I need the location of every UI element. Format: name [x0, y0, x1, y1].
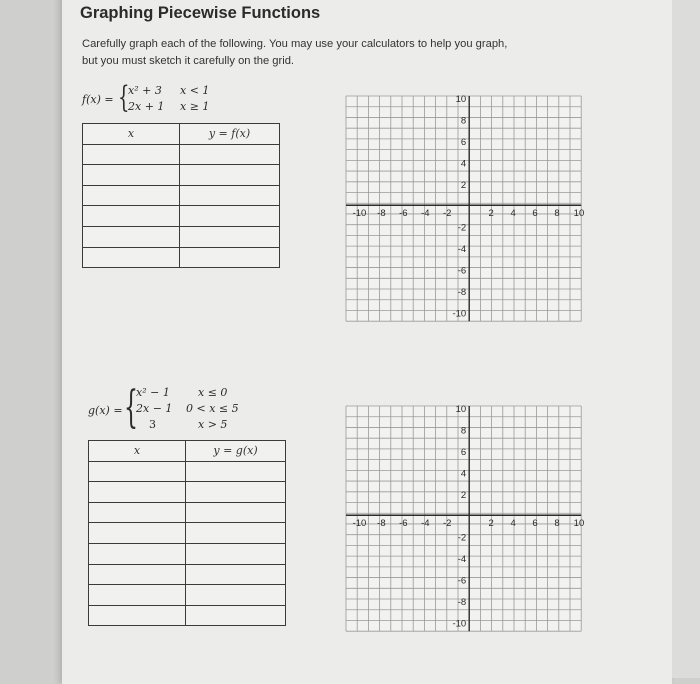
table-cell[interactable]	[186, 543, 286, 564]
instructions-line-2: but you must sketch it carefully on the grid.	[82, 55, 295, 67]
table-cell[interactable]	[180, 226, 280, 247]
y-tick-label: -2	[457, 532, 467, 544]
f-piece1-expr: x² + 3	[128, 84, 162, 97]
table-row	[89, 605, 286, 626]
y-tick-label: -4	[457, 554, 467, 566]
table-cell[interactable]	[180, 165, 280, 186]
x-tick-label: 6	[532, 518, 538, 530]
g-piece2-cond: 0 < x ≤ 5	[186, 402, 239, 415]
x-tick-label: 2	[488, 208, 494, 220]
f-value-table	[82, 123, 280, 268]
g-table-header-y: y = g(x)	[186, 441, 286, 462]
y-tick-label: -6	[457, 265, 467, 277]
page-edge	[672, 0, 700, 678]
x-tick-label: -4	[421, 208, 430, 220]
table-cell[interactable]	[186, 605, 286, 626]
f-table-header-x: x	[83, 124, 180, 145]
table-row	[89, 502, 286, 523]
y-tick-label: -2	[457, 222, 467, 234]
table-row	[89, 461, 286, 482]
table-row	[89, 585, 286, 606]
table-row	[89, 543, 286, 564]
table-cell[interactable]	[186, 523, 286, 544]
g-piece3-cond: x > 5	[198, 418, 228, 431]
table-row	[83, 185, 280, 206]
x-tick-label: 4	[510, 518, 516, 530]
f-coordinate-grid[interactable]	[338, 88, 588, 320]
table-row	[83, 206, 280, 227]
table-row	[83, 144, 280, 165]
g-coordinate-grid[interactable]	[338, 398, 588, 630]
y-tick-label: -10	[452, 618, 467, 630]
x-tick-label: 8	[554, 208, 560, 220]
table-cell[interactable]	[83, 226, 180, 247]
table-cell[interactable]	[186, 482, 286, 503]
y-tick-label: -8	[457, 597, 467, 609]
table-row	[89, 523, 286, 544]
table-cell[interactable]	[89, 523, 186, 544]
y-tick-label: 2	[460, 179, 467, 191]
y-tick-label: 6	[460, 446, 467, 458]
table-row	[89, 482, 286, 503]
instructions-line-1: Carefully graph each of the following. You may use your calculators to help you graph,	[82, 38, 508, 50]
x-tick-label: -4	[421, 518, 430, 530]
table-row	[83, 226, 280, 247]
table-cell[interactable]	[83, 165, 180, 186]
worksheet-title: Graphing Piecewise Functions	[80, 4, 321, 22]
f-function-name: f(x) =	[82, 93, 114, 106]
f-piece2-cond: x ≥ 1	[180, 100, 210, 113]
table-cell[interactable]	[89, 461, 186, 482]
x-tick-label: -2	[443, 518, 452, 530]
x-tick-label: -8	[377, 518, 386, 530]
table-row	[83, 165, 280, 186]
x-tick-label: 2	[488, 518, 494, 530]
table-cell[interactable]	[89, 502, 186, 523]
table-cell[interactable]	[83, 206, 180, 227]
table-cell[interactable]	[186, 502, 286, 523]
table-cell[interactable]	[180, 144, 280, 165]
x-tick-label: 6	[532, 208, 538, 220]
y-tick-label: 10	[455, 404, 467, 415]
table-cell[interactable]	[89, 564, 186, 585]
y-tick-label: 8	[460, 115, 467, 127]
table-cell[interactable]	[89, 482, 186, 503]
g-piece1-expr: x² − 1	[136, 386, 170, 399]
table-cell[interactable]	[180, 206, 280, 227]
f-brace: {	[118, 80, 130, 115]
x-tick-label: -6	[399, 518, 408, 530]
g-brace: {	[124, 382, 138, 433]
y-tick-label: 6	[460, 136, 467, 148]
table-cell[interactable]	[83, 247, 180, 268]
table-row	[89, 564, 286, 585]
x-tick-label: -10	[352, 208, 367, 220]
table-cell[interactable]	[89, 585, 186, 606]
table-cell[interactable]	[83, 185, 180, 206]
x-tick-label: 8	[554, 518, 560, 530]
table-cell[interactable]	[180, 185, 280, 206]
x-tick-label: 10	[573, 518, 585, 530]
y-tick-label: 2	[460, 489, 467, 501]
table-cell[interactable]	[186, 564, 286, 585]
table-cell[interactable]	[180, 247, 280, 268]
g-function-name: g(x) =	[88, 404, 123, 417]
x-tick-label: 4	[510, 208, 516, 220]
g-table-header-x: x	[89, 441, 186, 462]
f-piece1-cond: x < 1	[180, 84, 210, 97]
x-tick-label: -10	[352, 518, 367, 530]
table-cell[interactable]	[186, 585, 286, 606]
y-tick-label: 8	[460, 425, 467, 437]
table-cell[interactable]	[89, 605, 186, 626]
y-tick-label: -8	[457, 287, 467, 299]
g-piece1-cond: x ≤ 0	[198, 386, 228, 399]
y-tick-label: 10	[455, 94, 467, 105]
f-piece2-expr: 2x + 1	[128, 100, 165, 113]
table-cell[interactable]	[89, 543, 186, 564]
g-piece3-expr: 3	[149, 418, 156, 431]
y-tick-label: -10	[452, 308, 467, 320]
x-tick-label: -8	[377, 208, 386, 220]
x-tick-label: -2	[443, 208, 452, 220]
f-table-header-y: y = f(x)	[180, 124, 280, 145]
table-cell[interactable]	[83, 144, 180, 165]
g-piece2-expr: 2x − 1	[136, 402, 173, 415]
y-tick-label: -6	[457, 575, 467, 587]
y-tick-label: 4	[460, 158, 467, 170]
x-tick-label: -6	[399, 208, 408, 220]
y-tick-label: -4	[457, 244, 467, 256]
table-cell[interactable]	[186, 461, 286, 482]
y-tick-label: 4	[460, 468, 467, 480]
x-tick-label: 10	[573, 208, 585, 220]
table-row	[83, 247, 280, 268]
g-value-table	[88, 440, 286, 626]
